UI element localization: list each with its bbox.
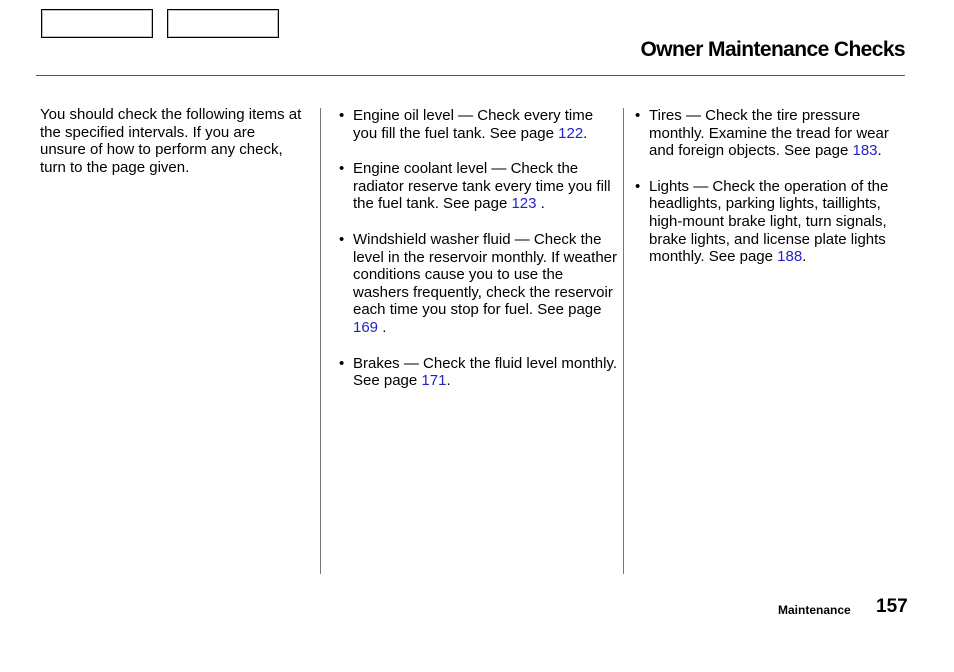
nav-button-next[interactable] xyxy=(167,9,279,38)
column-divider-2 xyxy=(623,108,624,574)
page-link-169[interactable]: 169 xyxy=(353,318,379,336)
check-item-text: Engine coolant level — Check the radiator reserve tank every time you fill the fuel tank. See page xyxy=(353,160,611,213)
bullet: • xyxy=(339,107,345,124)
punctuation: . xyxy=(802,248,807,266)
footer-section-label: Maintenance xyxy=(778,603,851,617)
check-item-text: Lights — Check the operation of the headlights, parking lights, taillights, high-mount brake light, turn signals, brake lights, and license plate lights monthly. See page xyxy=(649,177,889,266)
punctuation: . xyxy=(877,142,882,160)
punctuation: . xyxy=(583,124,588,142)
nav-button-previous[interactable] xyxy=(41,9,153,38)
punctuation: . xyxy=(378,318,387,336)
page-link-188[interactable]: 188 xyxy=(777,248,803,266)
check-item-engine-oil xyxy=(339,107,617,142)
page-link-123[interactable]: 123 xyxy=(511,195,537,213)
bullet: • xyxy=(339,230,345,248)
punctuation: . xyxy=(446,372,451,390)
checks-column-2 xyxy=(635,106,910,266)
check-item-lights xyxy=(635,178,910,266)
bullet: • xyxy=(635,107,641,124)
page-link-171[interactable]: 171 xyxy=(421,372,447,390)
page-title: Owner Maintenance Checks xyxy=(640,38,905,61)
check-item-text: Brakes — Check the fluid level monthly. See page xyxy=(353,354,618,390)
title-divider xyxy=(36,75,905,76)
column-divider-1 xyxy=(320,108,321,574)
bullet: • xyxy=(339,160,345,178)
page-link-122[interactable]: 122 xyxy=(558,124,584,142)
intro-column xyxy=(40,106,302,176)
check-item-text: Engine oil level — Check every time you fill the fuel tank. See page xyxy=(353,107,594,142)
check-item-text: Windshield washer fluid — Check the level in the reservoir monthly. If weather conditions cause you to use the washers frequently, check the reservoir each time you stop for fuel. See page xyxy=(353,230,618,319)
checks-column-1 xyxy=(339,106,617,390)
page-number: 157 xyxy=(876,596,908,617)
check-item-engine-coolant xyxy=(339,160,617,213)
check-item-text: Tires — Check the tire pressure monthly. Examine the tread for wear and foreign objects. See page xyxy=(649,107,889,160)
punctuation: . xyxy=(536,195,545,213)
intro-text: You should check the following items at the specified intervals. If you are unsure of how to perform any check, turn to the page given. xyxy=(40,106,302,176)
check-item-brakes xyxy=(339,355,617,390)
bullet: • xyxy=(635,177,641,195)
check-item-tires xyxy=(635,107,910,160)
page-link-183[interactable]: 183 xyxy=(852,142,878,160)
bullet: • xyxy=(339,354,345,372)
check-item-washer-fluid xyxy=(339,231,617,337)
